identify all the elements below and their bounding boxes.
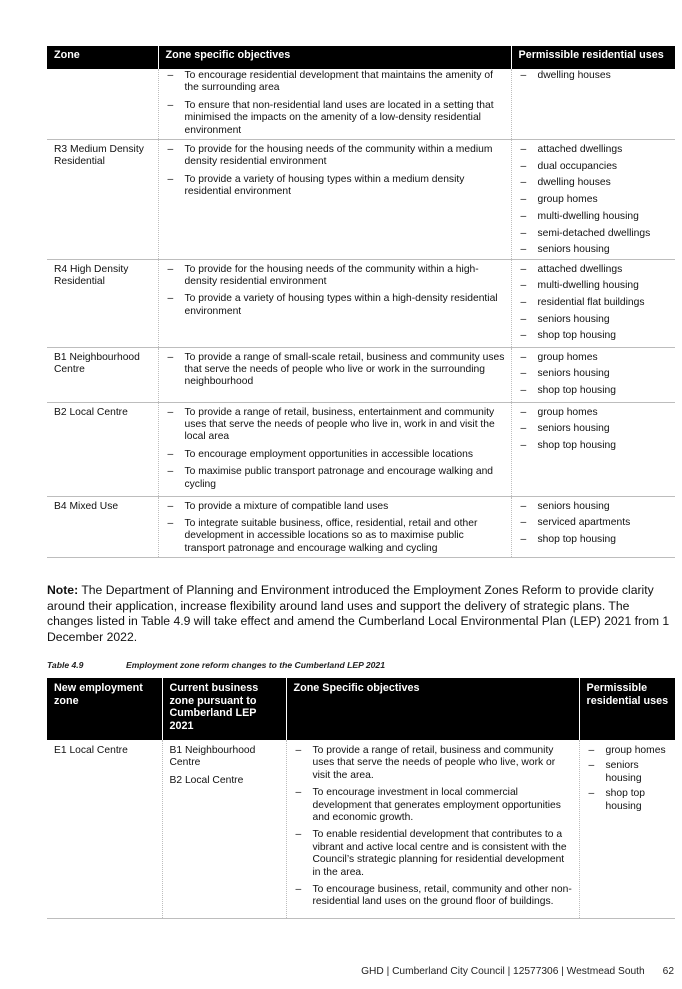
header-current-zone: Current business zone pursuant to Cumberland LEP 2021: [162, 678, 286, 740]
note-label: Note:: [47, 583, 79, 597]
use-item: – attached dwellings: [519, 144, 670, 156]
current-zone-item: B1 Neighbourhood Centre: [169, 745, 256, 769]
use-item: – dwelling houses: [519, 70, 670, 82]
objective-item: – To encourage employment opportunities in accessible locations: [166, 449, 505, 461]
objectives-list: [166, 70, 505, 137]
uses-list: [519, 407, 670, 453]
table-header-row: [47, 678, 675, 740]
table-row: [47, 347, 675, 402]
table-row: [47, 259, 675, 347]
use-item: – group homes: [587, 745, 670, 757]
objective-item: – To integrate suitable business, office, residential, retail and other development in accessible locations so as to maximise public transport patronage and encourage walking and cycling: [166, 518, 505, 555]
use-item: – shop top housing: [587, 788, 670, 813]
table-row: [47, 69, 675, 140]
use-item: – residential flat buildings: [519, 297, 670, 309]
table-row: [47, 740, 675, 919]
objectives-list: [166, 501, 505, 556]
zone-name: B1 Neighbourhood Centre: [47, 347, 158, 402]
uses-list: [519, 264, 670, 343]
table-caption: [47, 660, 385, 670]
header-objectives: Zone specific objectives: [158, 46, 511, 69]
note-text: The Department of Planning and Environment introduced the Employment Zones Reform to provide clarity around their application, increase flexibility around land uses and support the delivery of strategic plans. The changes listed in Table 4.9 will take effect and amend the Cumberland Local Environmental Plan (LEP) 2021 from 1 December 2022.: [47, 583, 670, 644]
header-zone: Zone: [47, 46, 158, 69]
objective-item: – To provide a variety of housing types within a high-density residential environment: [166, 293, 505, 318]
table-header-row: [47, 46, 675, 69]
use-item: – attached dwellings: [519, 264, 670, 276]
use-item: – shop top housing: [519, 534, 670, 546]
use-item: – seniors housing: [587, 760, 670, 785]
objective-item: – To provide a range of retail, business, entertainment and community uses that serve the needs of people who live in, work in and visit the local area: [166, 407, 505, 444]
objectives-list: [166, 407, 505, 491]
use-item: – multi-dwelling housing: [519, 211, 670, 223]
zone-name: B2 Local Centre: [47, 402, 158, 496]
uses-list: [519, 70, 670, 82]
use-item: – dual occupancies: [519, 161, 670, 173]
objective-item: – To provide a variety of housing types within a medium density residential environment: [166, 174, 505, 199]
page-number: 62: [662, 966, 674, 977]
table-row: [47, 140, 675, 260]
header-uses: Permissible residential uses: [511, 46, 675, 69]
current-zones: [162, 740, 286, 919]
uses-list: [519, 144, 670, 257]
use-item: – shop top housing: [519, 385, 670, 397]
use-item: – shop top housing: [519, 440, 670, 452]
objective-item: – To ensure that non-residential land uses are located in a setting that minimised the impacts on the amenity of a low-density residential environment: [166, 100, 505, 137]
table-row: [47, 402, 675, 496]
use-item: – seniors housing: [519, 244, 670, 256]
use-item: – seniors housing: [519, 423, 670, 435]
page-footer: [361, 966, 674, 977]
objective-item: – To provide a range of small-scale retail, business and community uses that serve the needs of people who live or work in the surrounding neighbourhood: [166, 352, 505, 389]
employment-zones-table: [47, 678, 675, 919]
objective-item: – To provide for the housing needs of the community within a high-density residential environment: [166, 264, 505, 289]
zone-name: [47, 69, 158, 140]
uses-list: [519, 352, 670, 398]
new-zone-name: E1 Local Centre: [47, 740, 162, 919]
uses-list: [587, 745, 670, 813]
zone-name: R3 Medium Density Residential: [47, 140, 158, 260]
header-new-zone: New employment zone: [47, 678, 162, 740]
use-item: – group homes: [519, 194, 670, 206]
objective-item: – To provide for the housing needs of the community within a medium density residential environment: [166, 144, 505, 169]
zone-name: R4 High Density Residential: [47, 259, 158, 347]
use-item: – group homes: [519, 352, 670, 364]
objective-item: – To encourage residential development that maintains the amenity of the surrounding area: [166, 70, 505, 95]
objective-item: – To encourage business, retail, community and other non-residential land uses on the ground floor of buildings.: [294, 884, 573, 909]
use-item: – seniors housing: [519, 501, 670, 513]
zone-name: B4 Mixed Use: [47, 496, 158, 558]
header-uses: Permissible residential uses: [579, 678, 675, 740]
objectives-list: [294, 745, 573, 909]
caption-title: Employment zone reform changes to the Cumberland LEP 2021: [126, 660, 385, 670]
current-zone-item: B2 Local Centre: [169, 774, 244, 786]
objective-item: – To encourage investment in local commercial development that generates employment opportunities and economic growth.: [294, 787, 573, 824]
objectives-list: [166, 264, 505, 319]
use-item: – group homes: [519, 407, 670, 419]
caption-number: Table 4.9: [47, 660, 84, 670]
use-item: – seniors housing: [519, 368, 670, 380]
uses-list: [519, 501, 670, 547]
objective-item: – To provide a range of retail, business and community uses that serve the needs of people who live, work or visit the area.: [294, 745, 573, 782]
use-item: – shop top housing: [519, 330, 670, 342]
objective-item: – To enable residential development that contributes to a vibrant and active local centre and is consistent with the Council’s strategic planning for residential development in the area.: [294, 829, 573, 879]
use-item: – seniors housing: [519, 314, 670, 326]
footer-text: GHD | Cumberland City Council | 12577306 | Westmead South: [361, 966, 645, 977]
header-objectives: Zone Specific objectives: [286, 678, 579, 740]
note-paragraph: [47, 583, 677, 645]
objectives-list: [166, 144, 505, 199]
objective-item: – To provide a mixture of compatible land uses: [166, 501, 505, 513]
use-item: – dwelling houses: [519, 177, 670, 189]
use-item: – multi-dwelling housing: [519, 280, 670, 292]
table-row: [47, 496, 675, 558]
use-item: – semi-detached dwellings: [519, 228, 670, 240]
zones-table: [47, 46, 675, 558]
objective-item: – To maximise public transport patronage and encourage walking and cycling: [166, 466, 505, 491]
use-item: – serviced apartments: [519, 517, 670, 529]
objectives-list: [166, 352, 505, 389]
